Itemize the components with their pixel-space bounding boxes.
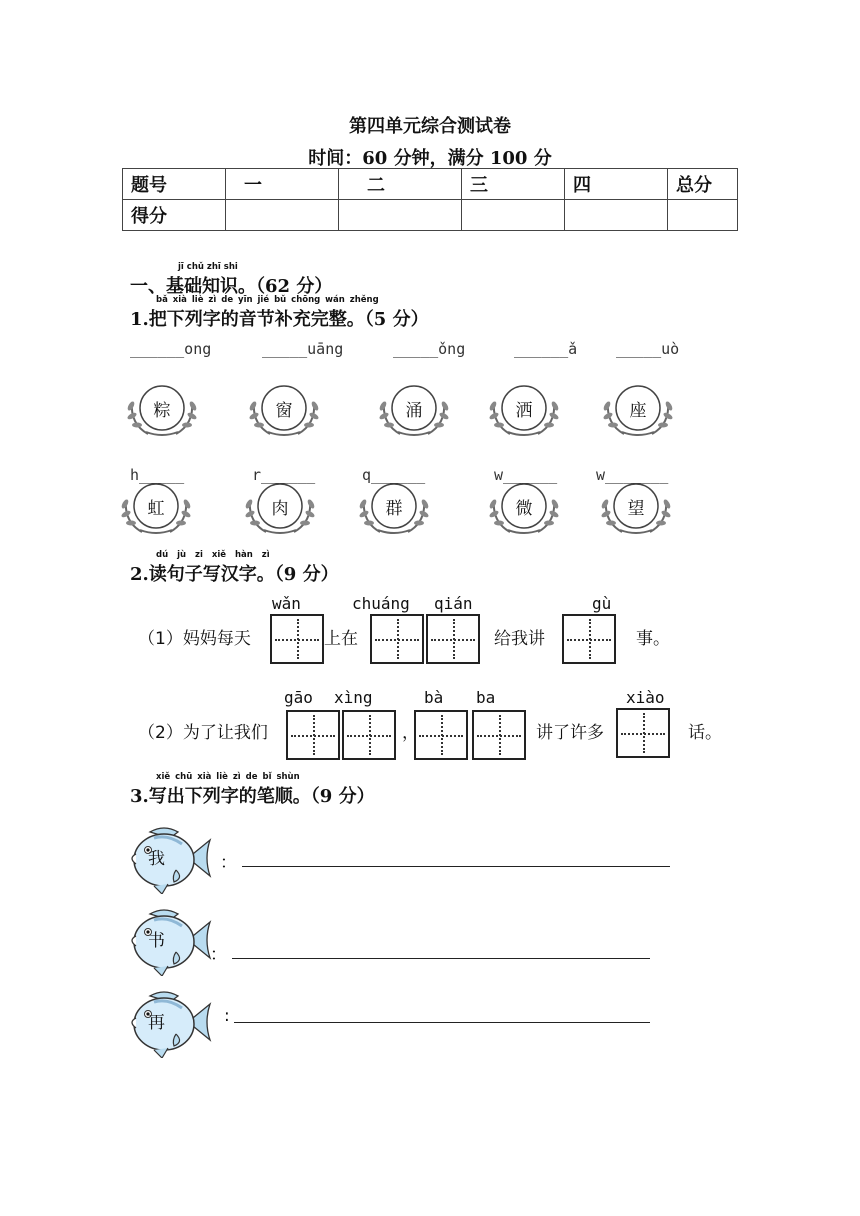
wreath-char: 微 xyxy=(515,499,533,519)
grid-pinyin: wǎn xyxy=(272,594,301,613)
grid-pinyin: qián xyxy=(434,594,473,613)
score-table xyxy=(122,168,738,231)
fish-icon xyxy=(124,906,214,976)
sentence-text: 讲了许多 xyxy=(536,723,604,743)
syllable-blank[interactable]: q______ xyxy=(362,466,426,484)
writing-grid[interactable] xyxy=(286,710,340,760)
writing-grid[interactable] xyxy=(270,614,324,664)
fish-character xyxy=(124,988,214,1058)
score-cell[interactable] xyxy=(462,200,565,231)
section-title: 一、基础知识。（62 分） xyxy=(130,276,333,297)
writing-grid[interactable] xyxy=(414,710,468,760)
question-pinyin: bǎ xià liè zì de yīn jié bǔ chōng wán zhěng xyxy=(156,295,379,305)
writing-grid[interactable] xyxy=(370,614,424,664)
table-row xyxy=(123,200,738,231)
table-cell: 四 xyxy=(565,169,668,200)
wreath-character xyxy=(486,380,562,438)
wreath-char: 涌 xyxy=(405,401,423,421)
grid-pinyin: chuáng xyxy=(352,594,410,613)
question-title: 2.读句子写汉字。（9 分） xyxy=(130,564,339,585)
fish-icon xyxy=(124,988,214,1058)
question-pinyin: dú jù zi xiě hàn zì xyxy=(156,550,270,560)
wreath-character xyxy=(118,478,194,536)
stroke-order-answer-line[interactable] xyxy=(232,958,650,959)
wreath-character xyxy=(124,380,200,438)
sentence-text: 给我讲 xyxy=(494,629,545,649)
wreath-char: 群 xyxy=(385,499,403,519)
colon: ： xyxy=(210,945,227,965)
fish-character xyxy=(124,824,214,894)
grid-pinyin: xiào xyxy=(626,688,665,707)
score-cell[interactable] xyxy=(668,200,738,231)
syllable-blank[interactable]: _____ǒng xyxy=(393,340,466,358)
fish-character xyxy=(124,906,214,976)
syllable-blank[interactable]: r______ xyxy=(252,466,316,484)
writing-grid[interactable] xyxy=(342,710,396,760)
question-title: 1.把下列字的音节补充完整。（5 分） xyxy=(130,309,429,330)
writing-grid[interactable] xyxy=(616,708,670,758)
writing-grid[interactable] xyxy=(426,614,480,664)
score-cell[interactable] xyxy=(565,200,668,231)
sentence-label: （2）为了让我们 xyxy=(138,723,268,743)
wreath-character xyxy=(600,380,676,438)
fish-char: 书 xyxy=(148,931,165,951)
table-cell: 题号 xyxy=(123,169,226,200)
wreath-char: 望 xyxy=(627,499,645,519)
question-pinyin: xiě chū xià liè zì de bǐ shùn xyxy=(156,772,300,782)
section-pinyin: jī chǔ zhī shi xyxy=(178,262,238,272)
wreath-char: 虹 xyxy=(147,499,165,519)
colon: ： xyxy=(220,853,237,873)
grid-pinyin: gāo xyxy=(284,688,313,707)
page-title: 第四单元综合测试卷 xyxy=(349,116,511,137)
writing-grid[interactable] xyxy=(562,614,616,664)
wreath-char: 窗 xyxy=(275,401,293,421)
sentence-text: 上在 xyxy=(324,629,358,649)
syllable-blank[interactable]: _____uāng xyxy=(262,340,344,358)
wreath-character xyxy=(486,478,562,536)
wreath-character xyxy=(246,380,322,438)
syllable-blank[interactable]: _____uò xyxy=(616,340,680,358)
wreath-char: 肉 xyxy=(271,499,289,519)
grid-pinyin: bà xyxy=(424,688,444,707)
wreath-char: 洒 xyxy=(515,401,533,421)
table-cell: 得分 xyxy=(123,200,226,231)
table-cell: 总分 xyxy=(668,169,738,200)
wreath-char: 座 xyxy=(629,401,647,421)
syllable-blank[interactable]: h_____ xyxy=(130,466,185,484)
grid-pinyin: ba xyxy=(476,688,496,707)
fish-char: 我 xyxy=(148,849,165,869)
colon: : xyxy=(224,1006,230,1026)
wreath-char: 粽 xyxy=(153,401,171,421)
fish-icon xyxy=(124,824,214,894)
sentence-label: （1）妈妈每天 xyxy=(138,629,251,649)
syllable-blank[interactable]: ______ǎ xyxy=(514,340,578,358)
wreath-character xyxy=(376,380,452,438)
wreath-character xyxy=(356,478,432,536)
syllable-blank[interactable]: w_______ xyxy=(596,466,669,484)
stroke-order-answer-line[interactable] xyxy=(234,1022,650,1023)
table-cell: 三 xyxy=(462,169,565,200)
score-cell[interactable] xyxy=(339,200,462,231)
wreath-character xyxy=(242,478,318,536)
sentence-text: 事。 xyxy=(636,629,670,649)
fish-char: 再 xyxy=(148,1013,165,1033)
question-title: 3.写出下列字的笔顺。（9 分） xyxy=(130,786,375,807)
table-cell: 二 xyxy=(339,169,462,200)
table-cell: 一 xyxy=(226,169,339,200)
sentence-text: 话。 xyxy=(688,723,722,743)
table-row xyxy=(123,169,738,200)
wreath-character xyxy=(598,478,674,536)
sentence-comma: ， xyxy=(402,723,419,743)
writing-grid[interactable] xyxy=(472,710,526,760)
page-subtitle: 时间：60 分钟，满分 100 分 xyxy=(308,148,552,169)
grid-pinyin: gù xyxy=(592,594,612,613)
score-cell[interactable] xyxy=(226,200,339,231)
syllable-blank[interactable]: ______ong xyxy=(130,340,212,358)
grid-pinyin: xìng xyxy=(334,688,373,707)
stroke-order-answer-line[interactable] xyxy=(242,866,670,867)
syllable-blank[interactable]: w______ xyxy=(494,466,558,484)
